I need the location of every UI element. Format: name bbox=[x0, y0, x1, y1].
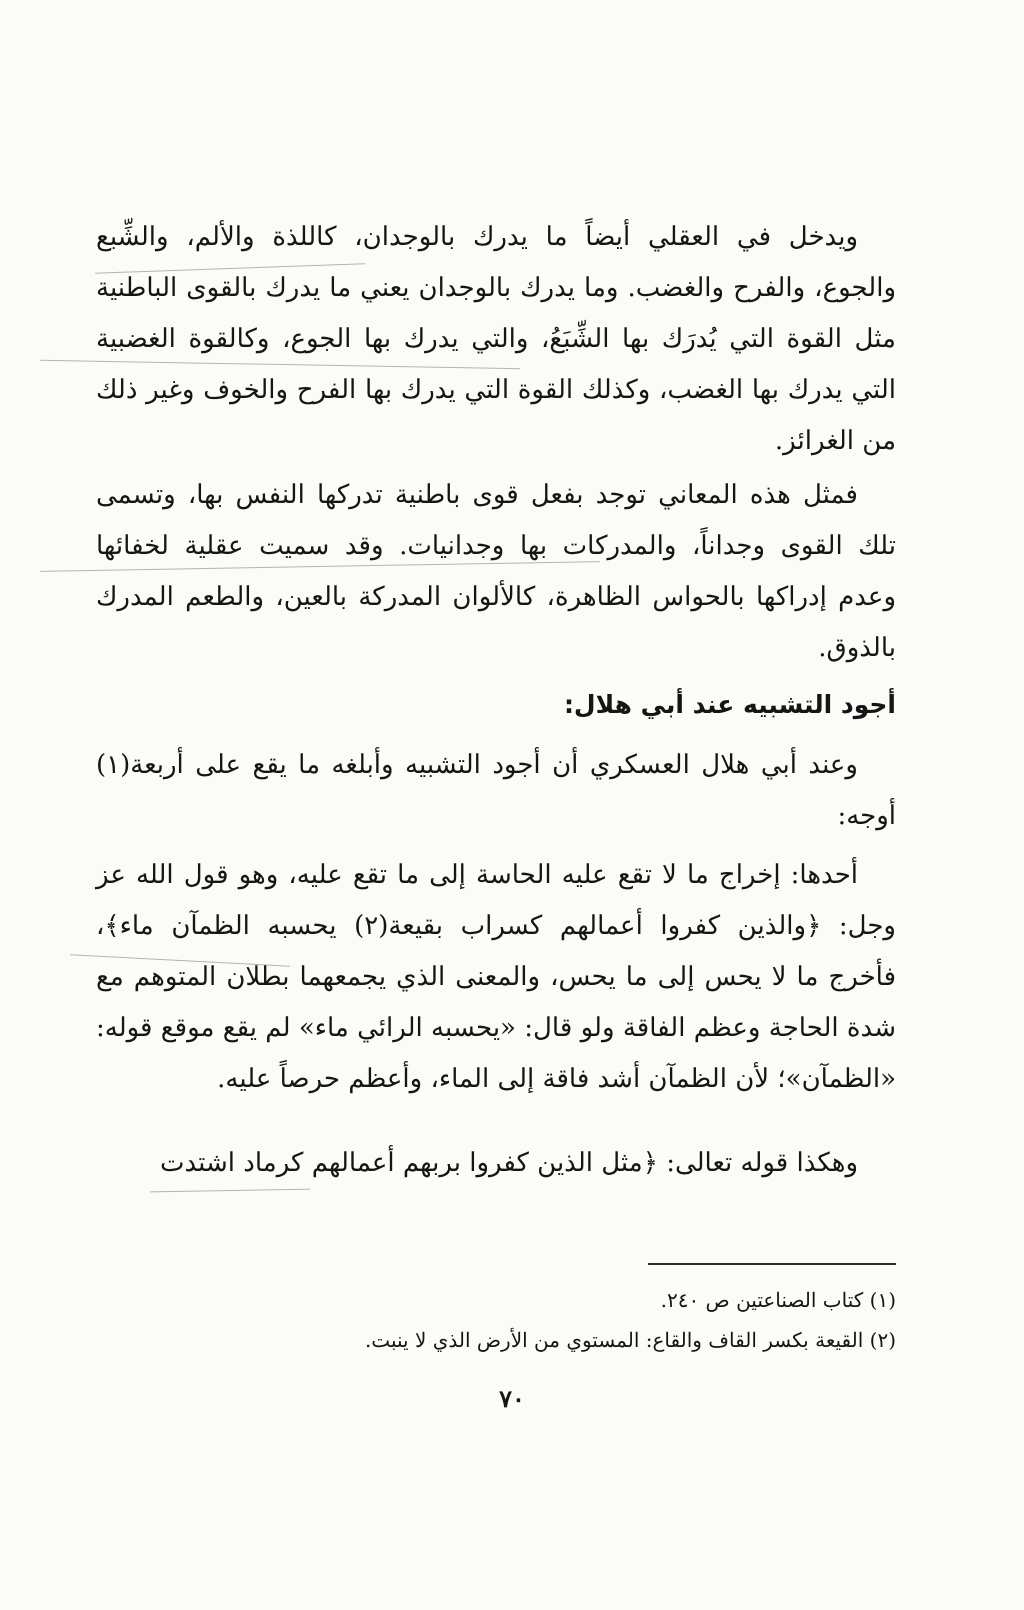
section-heading: أجود التشبيه عند أبي هلال: bbox=[563, 690, 896, 719]
paragraph-second-verse: وهكذا قوله تعالى: ﴿مثل الذين كفروا بربهم أعمالهم كرماد اشتدت bbox=[160, 1148, 858, 1178]
paragraph-inner-faculties: فمثل هذه المعاني توجد بفعل قوى باطنية تدركها النفس بها، وتسمى تلك القوى وجداناً، والمدركات بها وجدانيات. وقد سميت عقلية لخفائها وعدم إدراكها بالحواس الظاهرة، كالألوان المدركة بالعين، والطعم المدرك بالذوق. bbox=[96, 480, 896, 663]
paragraph-inner-senses: ويدخل في العقلي أيضاً ما يدرك بالوجدان، كاللذة والألم، والشِّبع والجوع، والفرح والغضب. وما يدرك بالوجدان يعني ما يدرك بالقوى الباطنية مثل القوة التي يُدرَك بها الشِّبَعُ، والتي يدرك بها الجوع، وكالقوة الغضبية التي يدرك بها الغضب، وكذلك القوة التي يدرك بها الفرح والخوف وغير ذلك من الغرائز. bbox=[96, 222, 896, 456]
paragraph-first-aspect: أحدها: إخراج ما لا تقع عليه الحاسة إلى ما تقع عليه، وهو قول الله عز وجل: ﴿والذين كفروا أعمالهم كسراب بقيعة(٢) يحسبه الظمآن ماء﴾، فأخرج ما لا يحس إلى ما يحس، والمعنى الذي يجمعهما بطلان المتوهم مع شدة الحاجة وعظم الفاقة ولو قال: «يحسبه الرائي ماء» لم يقع موقع قوله: «الظمآن»؛ لأن الظمآن أشد فاقة إلى الماء، وأعظم حرصاً عليه. bbox=[96, 860, 896, 1094]
footnotes bbox=[126, 1280, 896, 1360]
paragraph-abu-hilal-intro: وعند أبي هلال العسكري أن أجود التشبيه وأبلغه ما يقع على أربعة(١) أوجه: bbox=[96, 750, 896, 831]
page-number: ٧٠ bbox=[499, 1384, 525, 1413]
footnote-2: (٢) القيعة بكسر القاف والقاع: المستوي من الأرض الذي لا ينبت. bbox=[364, 1328, 896, 1352]
footnote-separator bbox=[648, 1263, 896, 1265]
footnote-1: (١) كتاب الصناعتين ص ٢٤٠. bbox=[660, 1288, 896, 1312]
